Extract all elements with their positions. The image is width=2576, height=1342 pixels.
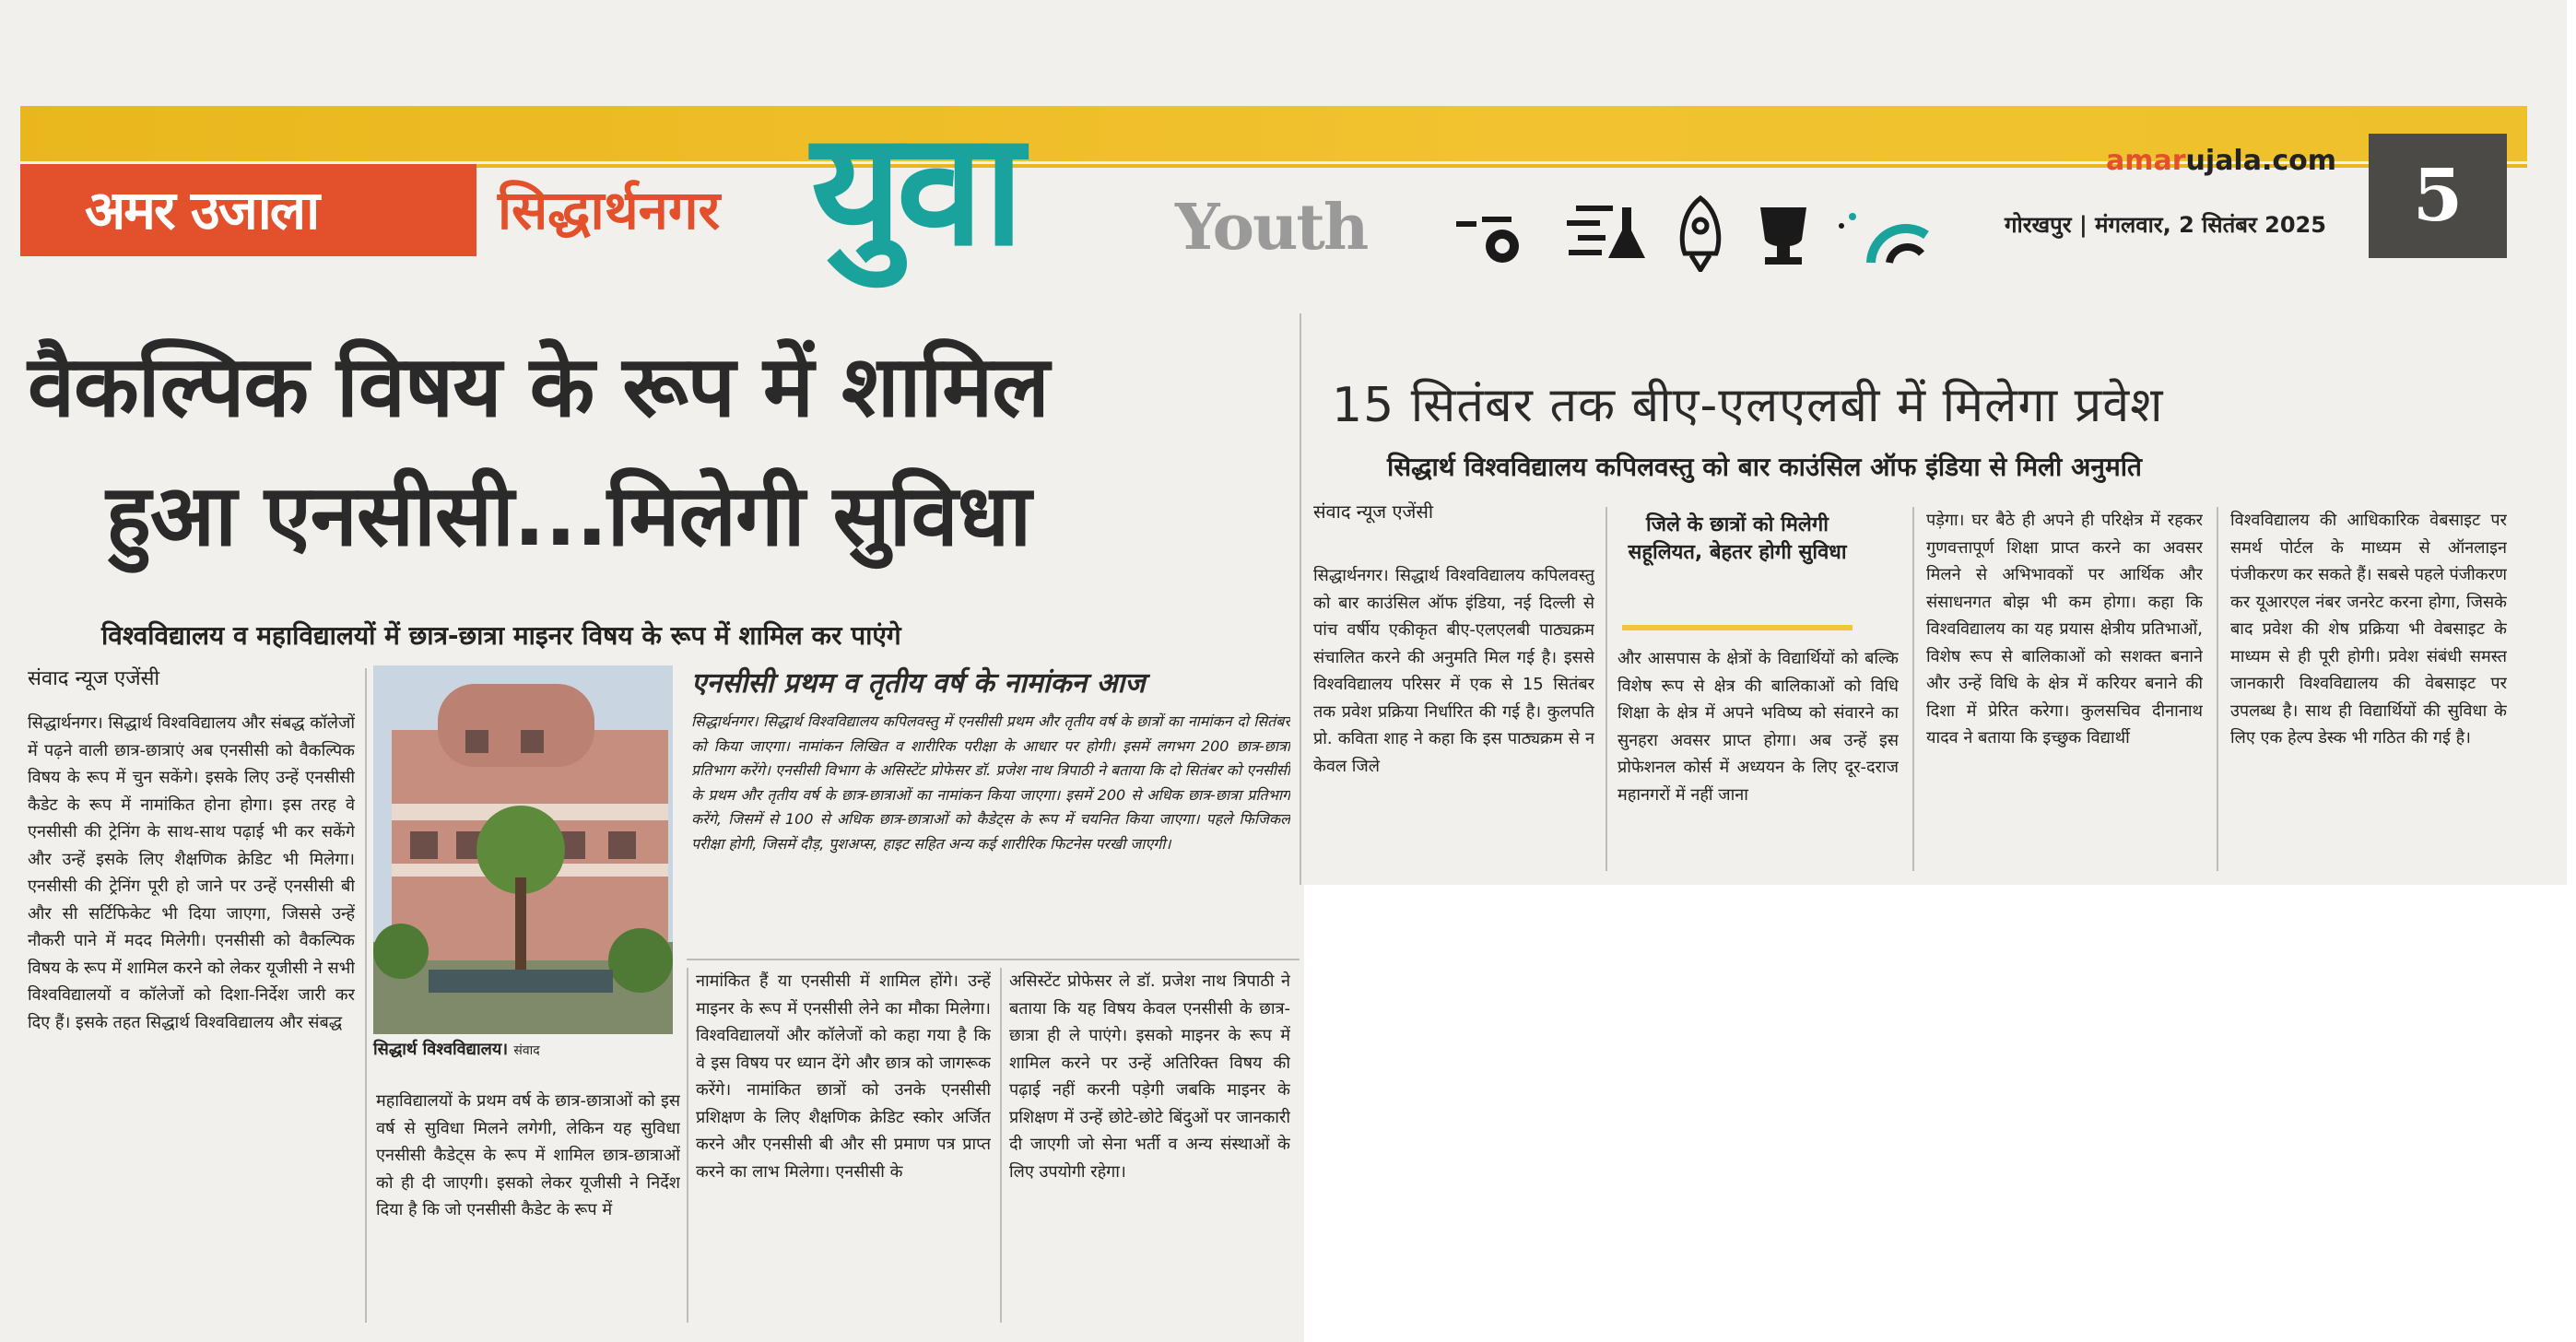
story1-headline-line1: वैकल्पिक विषय के रूप में शामिल xyxy=(28,337,1049,436)
story-divider xyxy=(1300,313,1301,885)
story2-column-2 xyxy=(1617,645,1899,871)
story2-column-1 xyxy=(1313,562,1594,871)
story2-column-1-text: सिद्धार्थनगर। सिद्धार्थ विश्वविद्यालय कपिलवस्तु को बार काउंसिल ऑफ इंडिया, नई दिल्ली से पांच वर्षीय एकीकृत बीए-एलएलबी पाठ्यक्रम संचालित करने की अनुमति मिल गई है। इससे विश्वविद्यालय परिसर में एक से 15 सितंबर तक प्रवेश प्रक्रिया निर्धारित की गई है। कुलपति प्रो. कविता शाह ने कहा कि इस पाठ्यक्रम से न केवल जिले xyxy=(1313,566,1594,776)
story2-column-3 xyxy=(1926,507,2203,871)
story1-column-2 xyxy=(376,1088,680,1318)
story1-sidebar-box xyxy=(691,710,1290,959)
story1-column-4 xyxy=(1009,968,1290,1323)
edition-city: सिद्धार्थनगर xyxy=(498,179,721,241)
story1-column-3 xyxy=(696,968,991,1323)
story1-subhead: विश्वविद्यालय व महाविद्यालयों में छात्र-छात्रा माइनर विषय के रूप में शामिल कर पाएंगे xyxy=(101,620,901,651)
lab-icon xyxy=(1567,206,1645,258)
university-building-image xyxy=(373,665,673,1034)
trophy-icon xyxy=(1760,207,1806,265)
section-icons xyxy=(1447,189,1935,272)
story1-column-1-text: सिद्धार्थनगर। सिद्धार्थ विश्वविद्यालय और संबद्ध कॉलेजों में पढ़ने वाली छात्र-छात्राएं अब एनसीसी को वैकल्पिक विषय के रूप में चुन सकेंगे। इसके लिए उन्हें एनसीसी कैडेट के रूप में नामांकित होना होगा। इस तरह वे एनसीसी की ट्रेनिंग के साथ-साथ पढ़ाई भी कर सकेंगे और उन्हें इसके लिए शैक्षणिक क्रेडिट भी मिलेगा। एनसीसी की ट्रेनिंग पूरी हो जाने पर उन्हें एनसीसी बी और सी सर्टिफिकेट भी दिया जाएगा, जिससे उन्हें नौकरी पाने में मदद मिलेगी। एनसीसी को वैकल्पिक विषय के रूप में शामिल करने को लेकर यूजीसी ने सभी विश्वविद्यालयों व कॉलेजों को दिशा-निर्देश जारी कर दिए हैं। इसके तहत सिद्धार्थ विश्वविद्यालय और संबद्ध xyxy=(28,713,355,1032)
column-rule-3 xyxy=(1000,968,1002,1323)
column-rule-1 xyxy=(365,668,367,1323)
story1-headline-line2: हुआ एनसीसी...मिलेगी सुविधा xyxy=(106,466,1031,565)
story2-column-3-text: पड़ेगा। घर बैठे ही अपने ही परिक्षेत्र में रहकर गुणवत्तापूर्ण शिक्षा प्राप्त करने का अवसर मिलने से अभिभावकों पर आर्थिक और संसाधनगत बोझ भी कम होगा। कहा कि विश्वविद्यालय का यह प्रयास क्षेत्रीय प्रतिभाओं, विशेष रूप से बालिकाओं को सशक्त बनाने और उन्हें विधि के क्षेत्र में करियर बनाने की दिशा में प्रेरित करेगा। कुलसचिव दीनानाथ यादव ने बताया कि इच्छुक विद्यार्थी xyxy=(1926,511,2203,748)
university-photo xyxy=(373,665,673,1034)
column-rule-2 xyxy=(687,968,688,1323)
website-url xyxy=(2106,140,2337,182)
page-number: 5 xyxy=(2412,154,2464,238)
photo-credit: संवाद xyxy=(513,1043,540,1058)
newspaper-logo: अमर उजाला xyxy=(85,179,319,241)
story1-column-4-text: असिस्टेंट प्रोफेसर ले डॉ. प्रजेश नाथ त्रिपाठी ने बताया कि यह विषय केवल एनसीसी के छात्र-छात्रा ही ले पाएंगे। इसको माइनर के रूप में शामिल करने पर उन्हें अतिरिक्त विषय की पढ़ाई नहीं करनी पड़ेगी जबकि माइनर के प्रशिक्षण में उन्हें छोटे-छोटे बिंदुओं पर जानकारी दी जाएगी जो सेना भर्ती व अन्य संस्थाओं के लिए उपयोगी रहेगा। xyxy=(1009,971,1290,1182)
story1-sidebar-headline: एनसीसी प्रथम व तृतीय वर्ष के नामांकन आज xyxy=(691,667,1146,700)
story2-headline: 15 सितंबर तक बीए-एलएलबी में मिलेगा प्रवेश xyxy=(1332,378,2164,433)
story2-byline: संवाद न्यूज एजेंसी xyxy=(1313,500,1434,523)
story2-column-4 xyxy=(2230,507,2507,871)
story2-column-rule-3 xyxy=(2217,507,2218,871)
section-title-english: Youth xyxy=(1175,191,1368,265)
story2-column-2-text: और आसपास के क्षेत्रों के विद्यार्थियों को बल्कि विशेष रूप से क्षेत्र की बालिकाओं को विधि शिक्षा के क्षेत्र में अपने भविष्य को संवारने का सुनहरा अवसर प्राप्त होगा। अब उन्हें इस प्रोफेशनल कोर्स में अध्ययन के लिए दूर-दराज महानगरों में नहीं जाना xyxy=(1617,649,1899,805)
site-prefix: amar xyxy=(2106,145,2186,177)
story2-column-rule-2 xyxy=(1912,507,1914,871)
story2-column-4-text: विश्वविद्यालय की आधिकारिक वेबसाइट पर समर्थ पोर्टल के माध्यम से ऑनलाइन पंजीकरण कर सकते हैं। सबसे पहले पंजीकरण कर यूआरएल नंबर जनरेट करना होगा, जिसके बाद प्रवेश की शेष प्रक्रिया भी वेबसाइट के माध्यम से ही पूरी होगी। प्रवेश संबंधी समस्त जानकारी विश्वविद्यालय की वेबसाइट पर उपलब्ध है। साथ ही विद्यार्थियों की सुविधा के लिए एक हेल्प डेस्क भी गठित की गई है। xyxy=(2230,511,2507,748)
story1-column-2-text: महाविद्यालयों के प्रथम वर्ष के छात्र-छात्राओं को इस वर्ष से सुविधा मिलने लगेगी, लेकिन यह सुविधा एनसीसी कैडेट्स के रूप में शामिल छात्र-छात्राओं को ही दी जाएगी। इसको लेकर यूजीसी ने निर्देश दिया है कि जो एनसीसी कैडेट के रूप में xyxy=(376,1091,680,1219)
dateline: गोरखपुर | मंगलवार, 2 सितंबर 2025 xyxy=(2005,212,2326,238)
story1-byline: संवाद न्यूज एजेंसी xyxy=(28,667,160,690)
story1-column-1 xyxy=(28,710,355,1318)
sidebar-divider xyxy=(687,959,1300,960)
box-headline-underline xyxy=(1622,625,1853,630)
gauge-icon xyxy=(1839,213,1926,263)
photo-caption xyxy=(373,1034,673,1065)
story2-subhead: सिद्धार्थ विश्वविद्यालय कपिलवस्तु को बार काउंसिल ऑफ इंडिया से मिली अनुमति xyxy=(1387,452,2142,482)
story2-box-headline: जिले के छात्रों को मिलेगी सहूलियत, बेहतर होगी सुविधा xyxy=(1628,513,1847,564)
site-suffix: ujala.com xyxy=(2185,145,2337,177)
rocket-icon xyxy=(1682,198,1719,270)
story1-sidebar-text: सिद्धार्थनगर। सिद्धार्थ विश्वविद्यालय कपिलवस्तु में एनसीसी प्रथम और तृतीय वर्ष के छात्रों का नामांकन दो सितंबर को किया जाएगा। नामांकन लिखित व शारीरिक परीक्षा के आधार पर होगी। इसमें लगभग 200 छात्र-छात्रा प्रतिभाग करेंगे। एनसीसी विभाग के असिस्टेंट प्रोफेसर डॉ. प्रजेश नाथ त्रिपाठी ने बताया कि दो सितंबर को एनसीसी के प्रथम और तृतीय वर्ष के छात्र-छात्राओं का नामांकन किया जाएगा। इसमें 200 से अधिक छात्र-छात्रा प्रतिभाग करेंगे, जिसमें से 100 से अधिक छात्र-छात्राओं को कैडेट्स के रूप में चयनित किया जाएगा। पहले फिजिकल परीक्षा होगी, जिसमें दौड़, पुशअप्स, हाइट सहित अन्य कई शारीरिक फिटनेस परखी जाएगी। xyxy=(691,712,1290,853)
story1-column-3-text: नामांकित हैं या एनसीसी में शामिल होंगे। उन्हें माइनर के रूप में एनसीसी लेने का मौका मिलेगा। विश्वविद्यालयों और कॉलेजों को कहा गया है कि वे इस विषय पर ध्यान देंगे और छात्र को जागरूक करेंगे। नामांकित छात्रों को उनके एनसीसी प्रशिक्षण के लिए शैक्षणिक क्रेडिट स्कोर अर्जित करने और एनसीसी बी और सी प्रमाण पत्र प्राप्त करने का लाभ मिलेगा। एनसीसी के xyxy=(696,971,991,1182)
section-title: युवा xyxy=(811,97,1019,281)
story2-column-rule-1 xyxy=(1606,507,1607,871)
gear-icon xyxy=(1456,217,1519,263)
photo-caption-text: सिद्धार्थ विश्वविद्यालय। xyxy=(373,1040,509,1059)
